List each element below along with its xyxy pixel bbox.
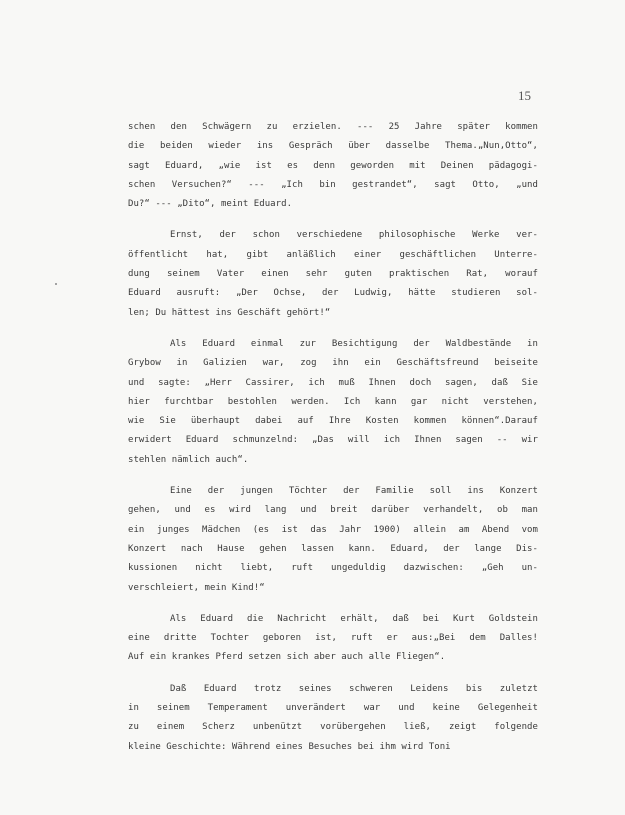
text-line: kleine Geschichte: Während eines Besuches bei ihm wird Toni [128, 741, 451, 752]
text-line: Konzert nach Hause gehen lassen kann. Eduard, der lange Dis- [128, 543, 538, 554]
paragraph [128, 680, 538, 757]
text-line: sagt Eduard, „wie ist es denn geworden mit Deinen pädagogi- [128, 160, 538, 171]
text-line: und sagte: „Herr Cassirer, ich muß Ihnen doch sagen, daß Sie [128, 377, 538, 388]
text-line: in seinem Temperament unverändert war und keine Gelegenheit [128, 703, 538, 714]
text-line: erwidert Eduard schmunzelnd: „Das will ich Ihnen sagen -- wir [128, 435, 538, 446]
text-line: schen Versuchen?“ --- „Ich bin gestrandet“, sagt Otto, „und [128, 179, 538, 190]
text-line: wie Sie überhaupt dabei auf Ihre Kosten kommen können“.Darauf [128, 416, 538, 427]
text-line: schen den Schwägern zu erzielen. --- 25 Jahre später kommen [128, 122, 538, 132]
text-line: Eduard ausruft: „Der Ochse, der Ludwig, hätte studieren sol- [128, 288, 538, 299]
paragraph [128, 482, 538, 598]
text-line: dung seinem Vater einen sehr guten praktischen Rat, worauf [128, 269, 538, 280]
text-line: hier furchtbar bestohlen werden. Ich kann gar nicht verstehen, [128, 396, 538, 407]
page-number: 15 [518, 88, 531, 103]
text-line: Grybow in Galizien war, zog ihn ein Geschäftsfreund beiseite [128, 358, 538, 369]
scan-speck [55, 283, 57, 285]
text-line: Als Eduard einmal zur Besichtigung der Waldbestände in [170, 338, 538, 349]
text-line: gehen, und es wird lang und breit darüber verhandelt, ob man [128, 505, 538, 516]
text-line: ein junges Mädchen (es ist das Jahr 1900) allein am Abend vom [128, 524, 538, 535]
text-line: die beiden wieder ins Gespräch über dasselbe Thema.„Nun,Otto“, [128, 141, 538, 152]
text-line: Auf ein krankes Pferd setzen sich aber auch alle Fliegen“. [128, 652, 446, 663]
text-line: kussionen nicht liebt, ruft ungeduldig dazwischen: „Geh un- [128, 563, 538, 574]
text-line: zu einem Scherz unbenützt vorübergehen ließ, zeigt folgende [128, 722, 538, 733]
text-line: Du?“ --- „Dito“, meint Eduard. [128, 199, 293, 210]
text-line: Daß Eduard trotz seines schweren Leidens bis zuletzt [170, 683, 538, 694]
paragraph [128, 226, 538, 322]
text-line: Eine der jungen Töchter der Familie soll ins Konzert [170, 486, 538, 497]
body-text [128, 118, 538, 769]
paragraph [128, 335, 538, 470]
text-line: eine dritte Tochter geboren ist, ruft er aus:„Bei dem Dalles! [128, 633, 538, 644]
paragraph [128, 610, 538, 668]
text-line: len; Du hättest ins Geschäft gehört!“ [128, 307, 331, 318]
text-line: verschleiert, mein Kind!“ [128, 582, 265, 593]
paragraph [128, 118, 538, 214]
text-line: Als Eduard die Nachricht erhält, daß bei Kurt Goldstein [170, 613, 538, 624]
text-line: Ernst, der schon verschiedene philosophische Werke ver- [170, 230, 538, 241]
text-line: öffentlicht hat, gibt anläßlich einer geschäftlichen Unterre- [128, 249, 538, 260]
text-line: stehlen nämlich auch“. [128, 454, 249, 465]
